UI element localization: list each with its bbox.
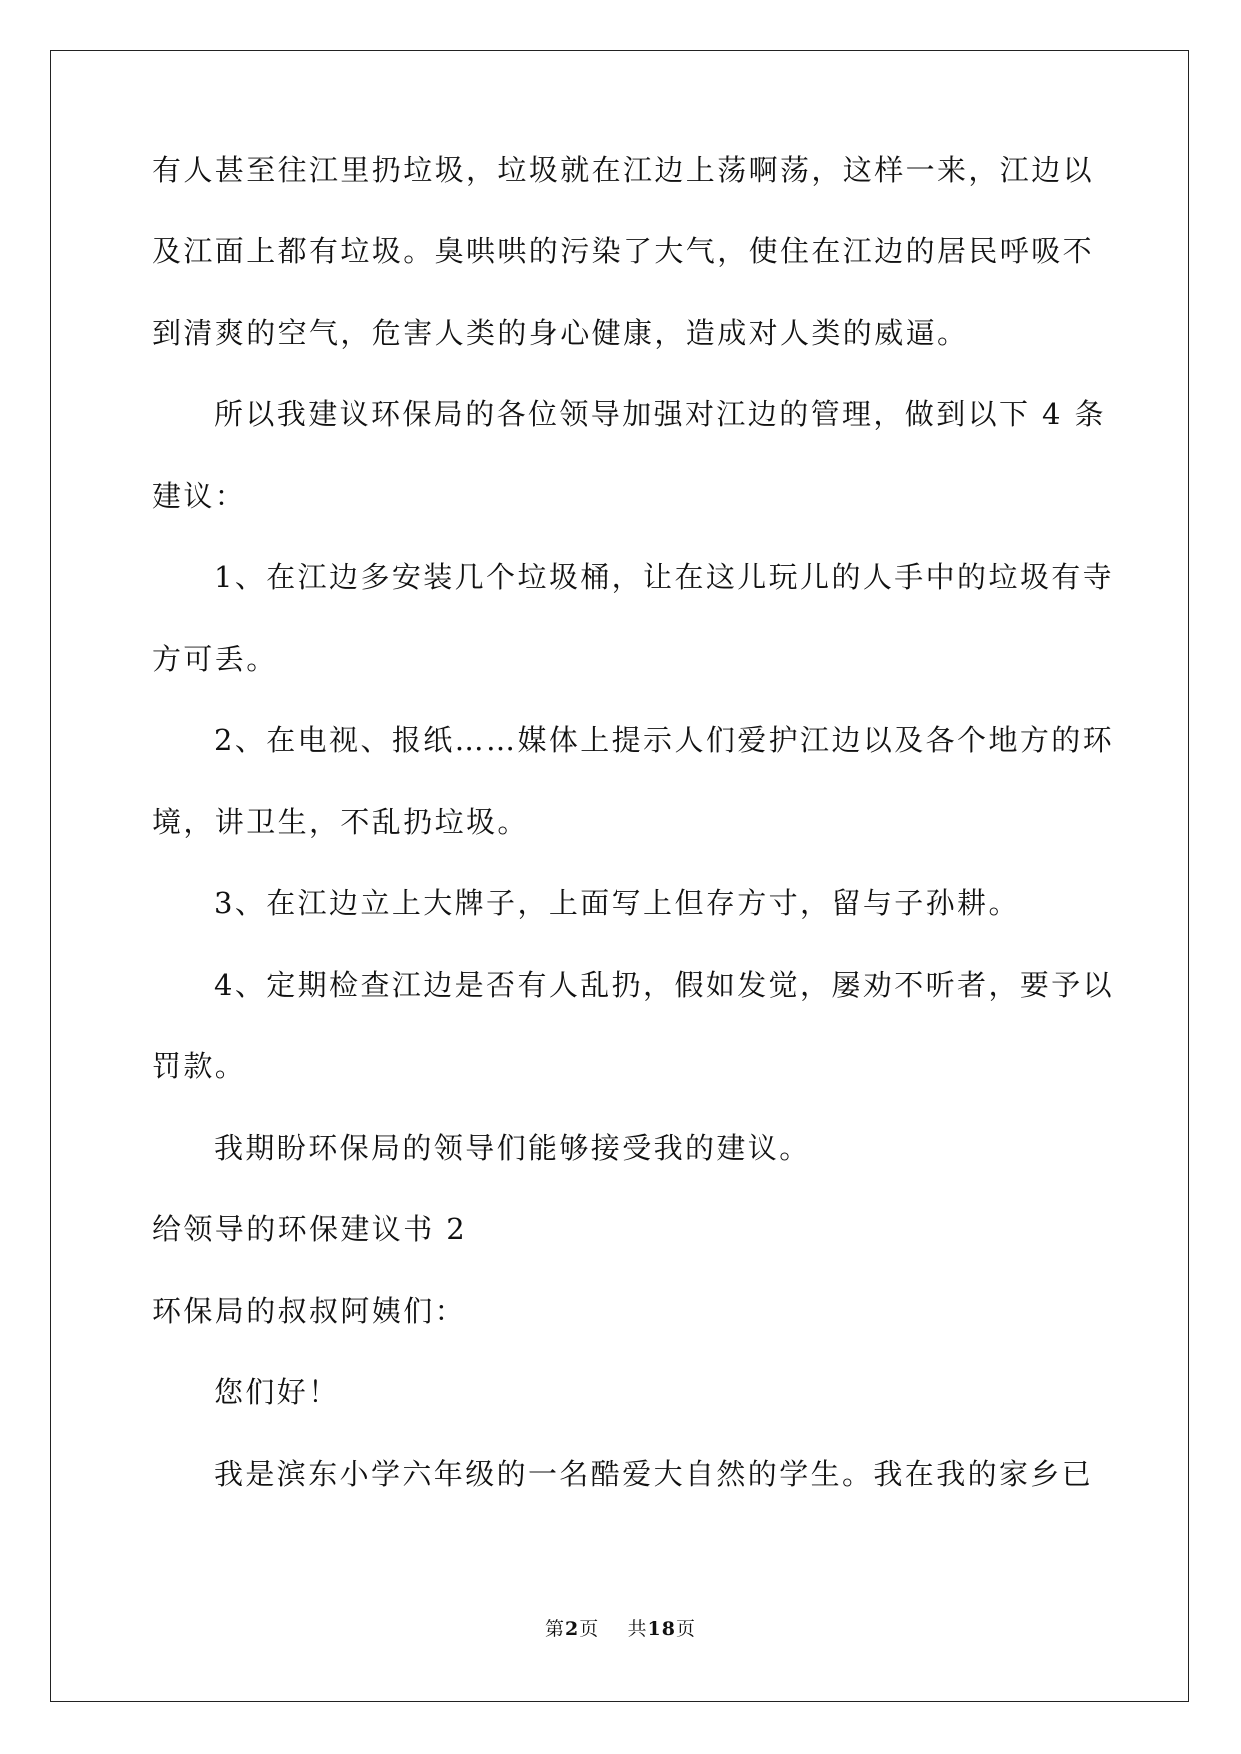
footer-total-pages: 18: [647, 1618, 676, 1640]
text-line: 我期盼环保局的领导们能够接受我的建议。: [214, 1131, 811, 1165]
greeting: 您们好！: [214, 1375, 340, 1409]
text-line: 罚款。: [152, 1049, 247, 1083]
text-line: 及江面上都有垃圾。臭哄哄的污染了大气，使住在江边的居民呼吸不: [152, 234, 1095, 268]
footer-total-prefix: 共: [627, 1618, 648, 1640]
footer-page-number: 2: [565, 1618, 580, 1640]
text-line: 建议：: [152, 479, 247, 513]
text-line: 所以我建议环保局的各位领导加强对江边的管理，做到以下 4 条: [214, 397, 1106, 431]
footer-page-prefix: 第: [545, 1618, 566, 1640]
footer-page-suffix: 页: [579, 1618, 600, 1640]
page-footer: [0, 1614, 1241, 1641]
text-line: 1、在江边多安装几个垃圾桶，让在这儿玩儿的人手中的垃圾有寺: [214, 560, 1115, 594]
section-heading: 给领导的环保建议书 2: [152, 1212, 468, 1246]
text-line: 2、在电视、报纸……媒体上提示人们爱护江边以及各个地方的环: [214, 723, 1115, 757]
text-line: 我是滨东小学六年级的一名酷爱大自然的学生。我在我的家乡已: [214, 1457, 1094, 1491]
text-line: 3、在江边立上大牌子，上面写上但存方寸，留与子孙耕。: [214, 886, 1020, 920]
text-line: 方可丢。: [152, 642, 278, 676]
text-line: 有人甚至往江里扔垃圾，垃圾就在江边上荡啊荡，这样一来，江边以: [152, 153, 1095, 187]
text-line: 到清爽的空气，危害人类的身心健康，造成对人类的威逼。: [152, 316, 969, 350]
text-line: 4、定期检查江边是否有人乱扔，假如发觉，屡劝不听者，要予以: [214, 968, 1115, 1002]
text-line: 境，讲卫生，不乱扔垃圾。: [152, 805, 529, 839]
salutation: 环保局的叔叔阿姨们：: [152, 1294, 467, 1328]
footer-total-suffix: 页: [675, 1618, 696, 1640]
